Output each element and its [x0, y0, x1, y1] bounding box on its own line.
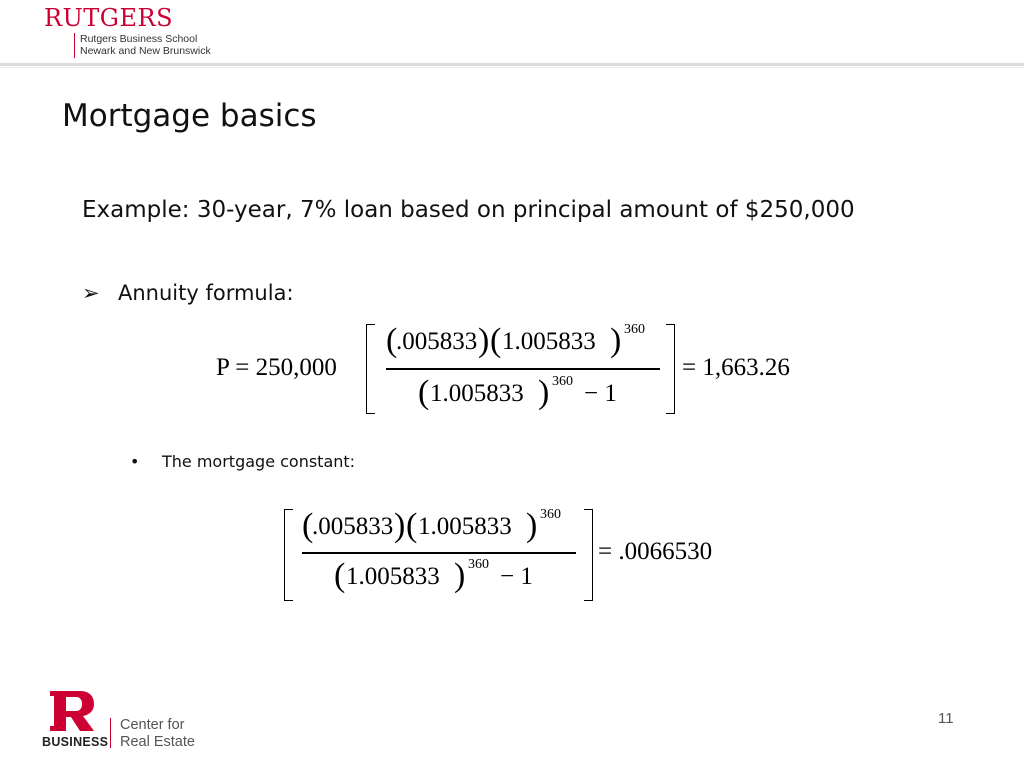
center-line2: Real Estate [120, 734, 195, 750]
center-for-real-estate [120, 717, 195, 751]
rutgers-r-logo-letter: R [71, 719, 73, 720]
mortgage-constant-equation [282, 505, 752, 605]
eq1-num-b: 1.005833 [502, 328, 596, 355]
eq1-lhs: P = 250,000 [216, 354, 337, 381]
center-line1: Center for [120, 717, 185, 733]
eq1-den-lparen: ( [418, 374, 430, 411]
eq2-den-minus: − 1 [500, 563, 533, 590]
eq1-num-a: .005833 [396, 328, 478, 355]
eq1-num-lparen-a: ( [386, 322, 398, 359]
eq1-left-bracket [366, 324, 375, 414]
eq1-num-rparen-a: ) [478, 322, 490, 359]
eq2-fraction-bar [302, 552, 576, 554]
eq2-den-lparen: ( [334, 557, 346, 594]
bullet-mortgage-constant [130, 452, 355, 471]
eq2-left-bracket [284, 509, 293, 601]
eq1-result: = 1,663.26 [682, 354, 790, 381]
eq2-num-exponent: 360 [540, 507, 561, 522]
bullet-mortgage-constant-label: The mortgage constant: [162, 452, 356, 471]
eq2-den-rparen: ) [454, 557, 466, 594]
example-text: Example: 30-year, 7% loan based on principal amount of $250,000 [82, 197, 855, 223]
eq2-num-lparen-a: ( [302, 507, 314, 544]
eq2-num-rparen-b: ) [526, 507, 538, 544]
logo-subtitle-line2: Newark and New Brunswick [80, 45, 211, 57]
arrow-bullet-icon: ➢ [82, 281, 100, 305]
annuity-equation [210, 318, 830, 418]
eq2-den-base: 1.005833 [346, 563, 440, 590]
eq1-num-lparen-b: ( [490, 322, 502, 359]
page-number: 11 [938, 710, 954, 727]
header-rule-thin [0, 67, 1024, 68]
eq2-num-rparen-a: ) [394, 507, 406, 544]
eq2-num-lparen-b: ( [406, 507, 418, 544]
eq1-den-minus: − 1 [584, 380, 617, 407]
eq2-result: = .0066530 [598, 538, 713, 565]
business-label: BUSINESS [42, 735, 109, 749]
eq1-right-bracket [666, 324, 675, 414]
eq1-num-exponent: 360 [624, 322, 645, 337]
slide-header [0, 0, 1024, 66]
eq1-num-rparen-b: ) [610, 322, 622, 359]
rutgers-logo: RUTGERS [44, 4, 174, 32]
logo-subtitle-line1: Rutgers Business School [80, 33, 198, 45]
eq1-den-base: 1.005833 [430, 380, 524, 407]
bullet-annuity [82, 281, 294, 305]
eq1-den-exponent: 360 [552, 374, 573, 389]
dot-bullet-icon: • [130, 452, 140, 471]
slide-title: Mortgage basics [62, 98, 317, 134]
header-rule [0, 63, 1024, 66]
footer-divider [110, 718, 111, 748]
eq2-den-exponent: 360 [468, 557, 489, 572]
logo-subtitle [80, 33, 211, 57]
eq2-num-b: 1.005833 [418, 513, 512, 540]
eq2-num-a: .005833 [312, 513, 394, 540]
bullet-annuity-label: Annuity formula: [118, 281, 294, 305]
eq1-fraction-bar [386, 368, 660, 370]
eq1-den-rparen: ) [538, 374, 550, 411]
logo-divider [74, 33, 75, 58]
rutgers-r-logo [48, 689, 96, 733]
eq2-right-bracket [584, 509, 593, 601]
